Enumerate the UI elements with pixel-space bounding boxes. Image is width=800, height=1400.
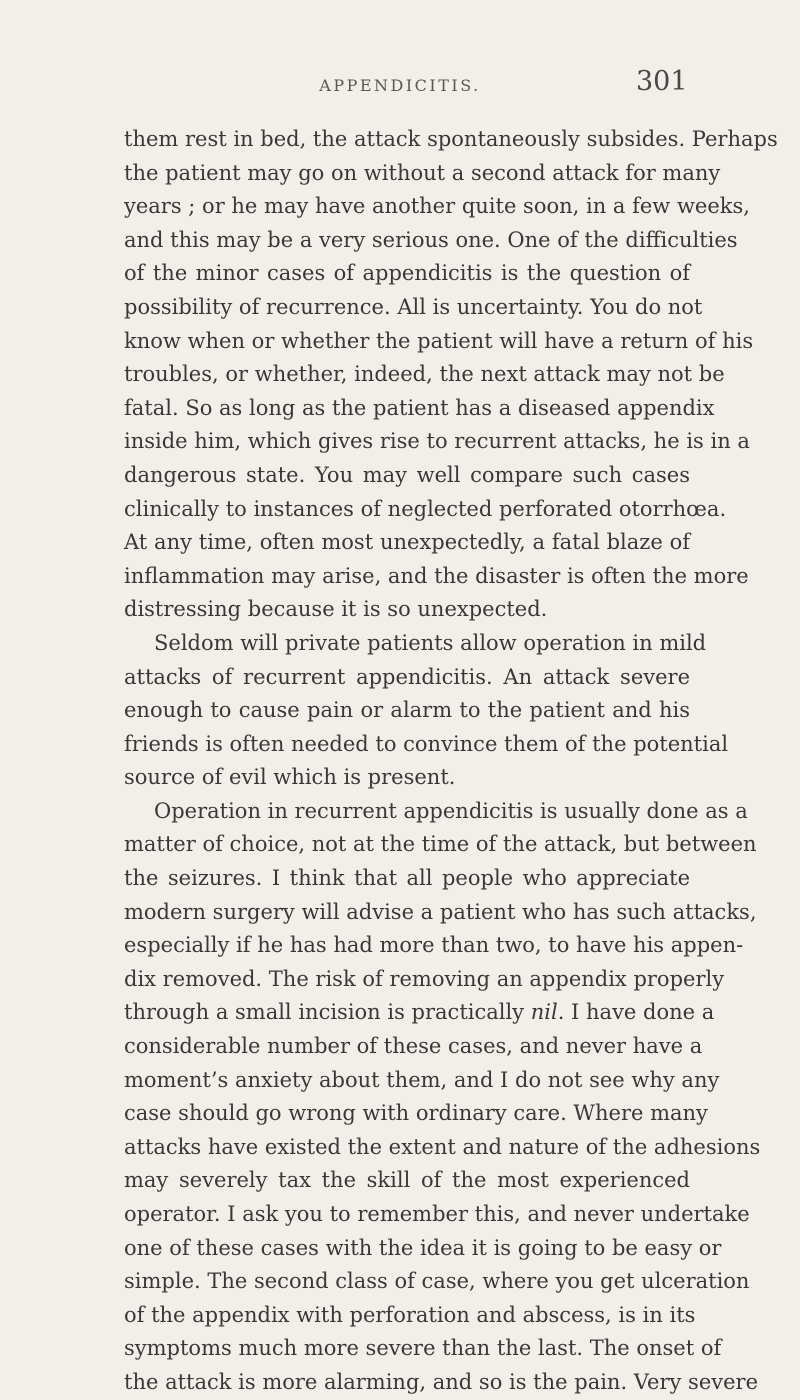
text-line: of the appendix with perforation and abscess, is in its [124, 1302, 696, 1327]
text-line: modern surgery will advise a patient who has such attacks, [124, 899, 757, 924]
text-line: matter of choice, not at the time of the attack, but between [124, 832, 757, 857]
text-line: simple. The second class of case, where you get ulceration [124, 1269, 750, 1294]
text-line: troubles, or whether, indeed, the next attack may not be [124, 362, 725, 387]
text-line: the patient may go on without a second attack for many [124, 160, 721, 185]
text-line: inside him, which gives rise to recurrent attacks, he is in a [124, 429, 750, 454]
text-line: of the minor cases of appendicitis is the question of [124, 261, 690, 286]
text-line: friends is often needed to convince them of the potential [124, 731, 729, 756]
text-line: them rest in bed, the attack spontaneously subsides. Perhaps [124, 127, 778, 151]
text-line: enough to cause pain or alarm to the patient and his [124, 698, 690, 723]
text-line: moment’s anxiety about them, and I do not see why any [124, 1067, 720, 1092]
text-segment: through a small incision is practically [124, 1000, 531, 1025]
text-line [124, 996, 715, 1030]
text-line: attacks have existed the extent and nature of the adhesions [124, 1134, 761, 1159]
text-line: especially if he has had more than two, to have his appen- [124, 933, 744, 958]
text-line: may severely tax the skill of the most experienced [124, 1168, 690, 1193]
running-title: APPENDICITIS. [319, 76, 481, 95]
text-line: case should go wrong with ordinary care. Where many [124, 1101, 708, 1126]
text-line: the seizures. I think that all people who appreciate [124, 866, 690, 891]
text-line: operator. I ask you to remember this, and never undertake [124, 1202, 750, 1226]
page-number: 301 [636, 66, 688, 97]
text-line: At any time, often most unexpectedly, a fatal blaze of [124, 530, 690, 555]
text-line: years ; or he may have another quite soon, in a few weeks, [124, 194, 750, 219]
text-line: dangerous state. You may well compare such cases [124, 462, 690, 487]
text-line: one of these cases with the idea it is going to be easy or [124, 1235, 722, 1260]
text-line: dix removed. The risk of removing an appendix properly [124, 966, 725, 991]
text-line: source of evil which is present. [124, 765, 456, 790]
text-segment: . I have done a [557, 1000, 715, 1025]
text-line: the attack is more alarming, and so is the pain. Very severe [124, 1369, 759, 1394]
text-line: attacks of recurrent appendicitis. An attack severe [124, 664, 690, 689]
text-line: Operation in recurrent appendicitis is usually done as a [154, 798, 748, 823]
text-line: and this may be a very serious one. One of the difficulties [124, 227, 738, 252]
text-line: know when or whether the patient will have a return of his [124, 328, 754, 353]
text-line: inflammation may arise, and the disaster is often the more [124, 563, 749, 588]
text-line: Seldom will private patients allow operation in mild [154, 630, 707, 655]
text-line: clinically to instances of neglected perforated otorrhœa. [124, 496, 727, 521]
body-text [124, 123, 778, 1400]
text-line: considerable number of these cases, and never have a [124, 1034, 703, 1059]
text-line: symptoms much more severe than the last. The onset of [124, 1336, 722, 1361]
text-line: distressing because it is so unexpected. [124, 597, 548, 622]
italic-term: nil [530, 1000, 558, 1025]
text-line: possibility of recurrence. All is uncertainty. You do not [124, 294, 703, 319]
text-line: fatal. So as long as the patient has a diseased appendix [124, 395, 715, 420]
